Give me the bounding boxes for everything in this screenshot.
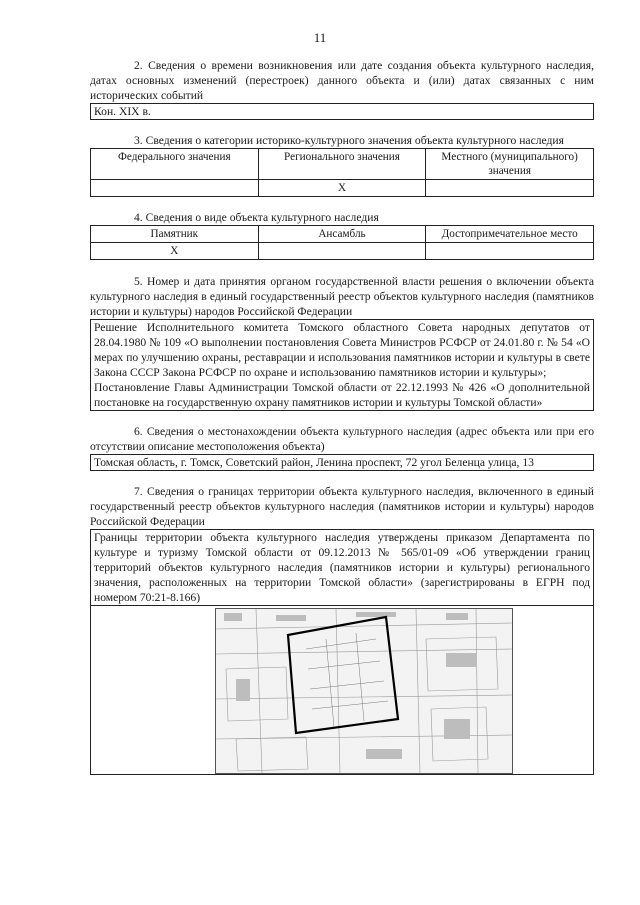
type-header-ensemble: Ансамбль bbox=[258, 226, 426, 243]
map-container bbox=[90, 606, 594, 775]
type-mark-monument: Х bbox=[91, 243, 259, 260]
section5-value bbox=[90, 319, 594, 411]
type-table bbox=[90, 225, 594, 260]
map-drawing bbox=[216, 609, 512, 773]
section7-value bbox=[90, 529, 594, 606]
section2-value: Кон. XIX в. bbox=[90, 103, 594, 120]
decision-1993: Постановление Главы Администрации Томской области от 22.12.1993 № 426 «О дополнительной постановке на государственную охрану памятников истории и культуры Томской области» bbox=[94, 381, 590, 409]
document-content bbox=[90, 58, 594, 775]
category-header-local: Местного (муниципального) значения bbox=[426, 149, 594, 180]
category-mark-local bbox=[426, 180, 594, 197]
type-mark-landmark bbox=[426, 243, 594, 260]
category-header-regional: Регионального значения bbox=[258, 149, 426, 180]
boundary-map bbox=[215, 608, 513, 774]
type-header-monument: Памятник bbox=[91, 226, 259, 243]
category-table bbox=[90, 148, 594, 197]
section5-text: 5. Номер и дата принятия органом государственной власти решения о включении объекта культурного наследия в единый государственный реестр объектов культурного наследия (памятников истории и культуры) народов Российской Федерации bbox=[90, 275, 594, 318]
section6-value: Томская область, г. Томск, Советский район, Ленина проспект, 72 угол Беленца улица, 13 bbox=[90, 454, 594, 471]
section7-text: 7. Сведения о границах территории объекта культурного наследия, включенного в единый государственный реестр объектов культурного наследия (памятников истории и культуры) народов Российской Федерации bbox=[90, 485, 594, 528]
section3-text: 3. Сведения о категории историко-культурного значения объекта культурного наследия bbox=[134, 134, 564, 147]
boundaries-text: Границы территории объекта культурного наследия утверждены приказом Департамента по культуре и туризму Томской области от 09.12.2013 № 565/01-09 «Об утверждении границ территорий объектов культурного наследия (памятников истории и культуры) регионального значения, расположенных на территории Томской области» (зарегистрированы в ЕГРН под номером 70:21-8.166) bbox=[94, 531, 590, 604]
type-mark-ensemble bbox=[258, 243, 426, 260]
decision-1980: Решение Исполнительного комитета Томского областного Совета народных депутатов от 28.04.1980 № 109 «О выполнении постановления Совета Министров РСФСР от 24.01.80 г. № 54 «О мерах по улучшению охраны, реставрации и использования памятников истории и культуры в свете Закона СССР Закона РСФСР по охране и использованию памятников истории и культуры»; bbox=[94, 321, 590, 379]
section2-text: 2. Сведения о времени возникновения или дате создания объекта культурного наследия, датах основных изменений (перестроек) данного объекта и (или) датах связанных с ним исторических событий bbox=[90, 59, 594, 102]
section6-text: 6. Сведения о местонахождении объекта культурного наследия (адрес объекта или при его отсутствии описание местоположения объекта) bbox=[90, 425, 594, 453]
section4-text: 4. Сведения о виде объекта культурного наследия bbox=[134, 211, 379, 224]
category-mark-regional: Х bbox=[258, 180, 426, 197]
type-header-landmark: Достопримечательное место bbox=[426, 226, 594, 243]
category-mark-federal bbox=[91, 180, 259, 197]
category-header-federal: Федерального значения bbox=[91, 149, 259, 180]
page-number: 11 bbox=[313, 30, 327, 45]
